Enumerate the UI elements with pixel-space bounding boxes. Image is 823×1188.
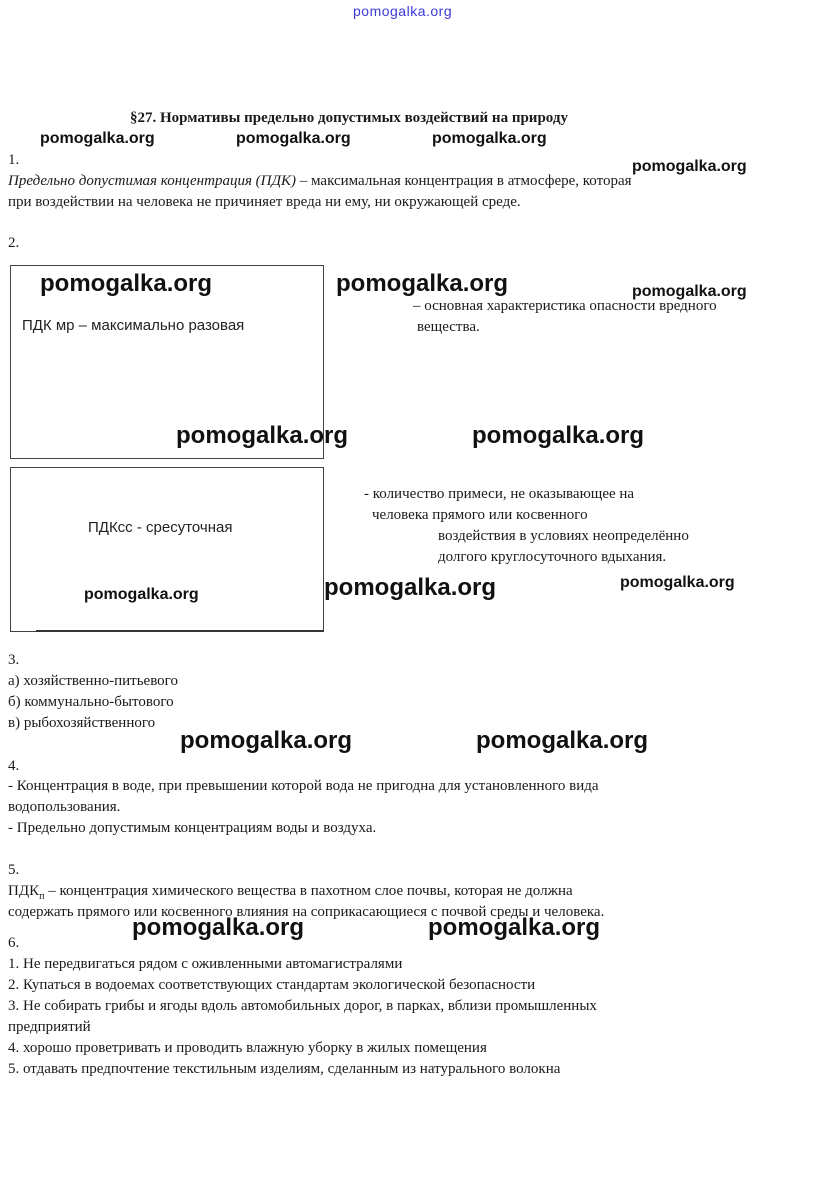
watermark: pomogalka.org <box>632 158 747 175</box>
list-item: б) коммунально-бытового <box>8 694 174 710</box>
section-1-line-2: при воздействии на человека не причиняет вреда ни ему, ни окружающей среде. <box>8 194 521 210</box>
section-1-number: 1. <box>8 152 20 168</box>
section-4-line-2: водопользования. <box>8 799 121 815</box>
pdk-ss-description-2: человека прямого или косвенного <box>372 507 588 523</box>
pdk-soil-subscript: п <box>39 891 45 902</box>
watermark: pomogalka.org <box>40 270 213 297</box>
watermark: pomogalka.org <box>476 727 649 754</box>
section-5-number: 5. <box>8 862 20 878</box>
watermark: pomogalka.org <box>632 283 747 300</box>
watermark: pomogalka.org <box>236 130 351 147</box>
section-1-line-1 <box>8 171 632 192</box>
pdk-mr-label: ПДК мр – максимально разовая <box>22 317 245 334</box>
pdk-soil-term: ПДК <box>8 883 40 899</box>
list-item: 1. Не передвигаться рядом с оживленными автомагистралями <box>8 956 403 972</box>
list-item: а) хозяйственно-питьевого <box>8 673 178 689</box>
section-6-number: 6. <box>8 935 20 951</box>
watermark: pomogalka.org <box>432 130 547 147</box>
list-item: 3. Не собирать грибы и ягоды вдоль автомобильных дорог, в парках, вблизи промышленных <box>8 998 597 1014</box>
pdk-ss-description-1: - количество примеси, не оказывающее на <box>364 486 635 502</box>
pdk-ss-description-4: долгого круглосуточного вдыхания. <box>438 549 667 565</box>
pdk-mr-description-1: – основная характеристика опасности вредного <box>413 298 717 314</box>
pdk-definition-part: – максимальная концентрация в атмосфере, которая <box>296 173 632 189</box>
page-title: §27. Нормативы предельно допустимых воздействий на природу <box>130 110 568 126</box>
watermark: pomogalka.org <box>180 727 353 754</box>
watermark-top: pomogalka.org <box>353 3 453 19</box>
pdk-ss-description-3: воздействия в условиях неопределённо <box>438 528 689 544</box>
section-4-number: 4. <box>8 758 20 774</box>
watermark: pomogalka.org <box>428 914 601 941</box>
list-item: предприятий <box>8 1019 91 1035</box>
section-3-number: 3. <box>8 652 20 668</box>
watermark: pomogalka.org <box>472 422 645 449</box>
pdk-ss-box <box>10 467 324 632</box>
section-4-line-3: - Предельно допустимым концентрациям воды и воздуха. <box>8 820 377 836</box>
pdk-soil-definition: – концентрация химического вещества в пахотном слое почвы, которая не должна <box>44 883 573 899</box>
list-item: 5. отдавать предпочтение текстильным изделиям, сделанным из натурального волокна <box>8 1061 561 1077</box>
pdk-ss-label: ПДКсс - сресуточная <box>88 519 233 536</box>
watermark: pomogalka.org <box>324 574 497 601</box>
watermark: pomogalka.org <box>84 586 199 603</box>
watermark: pomogalka.org <box>132 914 305 941</box>
list-item: 4. хорошо проветривать и проводить влажную уборку в жилых помещения <box>8 1040 487 1056</box>
section-4-line-1: - Концентрация в воде, при превышении которой вода не пригодна для установленного вида <box>8 778 599 794</box>
box-underline <box>36 630 324 632</box>
pdk-term: Предельно допустимая концентрация (ПДК) <box>8 173 297 189</box>
list-item: в) рыбохозяйственного <box>8 715 156 731</box>
section-5-line-2: содержать прямого или косвенного влияния на соприкасающиеся с почвой среды и человека. <box>8 904 605 920</box>
pdk-mr-description-2: вещества. <box>417 319 480 335</box>
watermark: pomogalka.org <box>40 130 155 147</box>
watermark: pomogalka.org <box>176 422 349 449</box>
section-2-number: 2. <box>8 235 20 251</box>
list-item: 2. Купаться в водоемах соответствующих стандартам экологической безопасности <box>8 977 536 993</box>
watermark: pomogalka.org <box>620 574 735 591</box>
watermark: pomogalka.org <box>336 270 509 297</box>
